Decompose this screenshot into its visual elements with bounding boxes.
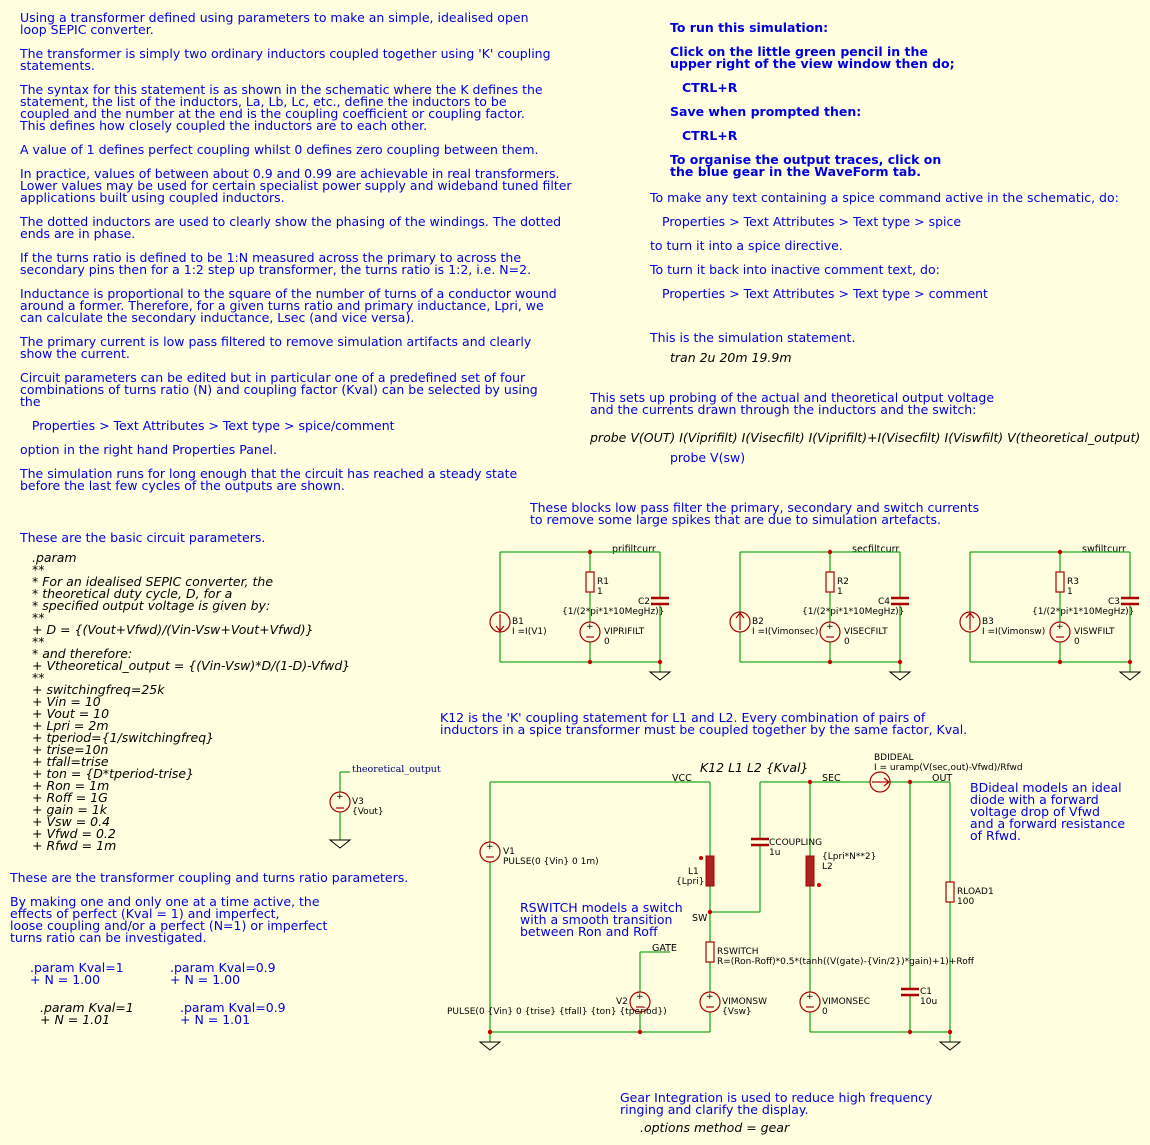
bdideal-value: I = uramp(V(sec,out)-Vfwd)/Rfwd: [874, 763, 1023, 773]
l1-name: L1: [688, 867, 699, 877]
param-line: **: [32, 670, 45, 685]
c1-value: 10u: [920, 997, 938, 1007]
gear-note-line: Gear Integration is used to reduce high frequency: [620, 1090, 933, 1105]
run-line: the blue gear in the WaveForm tab.: [670, 164, 921, 179]
param-line: * and therefore:: [32, 646, 133, 661]
current-source-icon: [960, 612, 980, 632]
l1-inductor[interactable]: [676, 856, 714, 887]
v3-value: {Vout}: [352, 807, 384, 817]
kval-set-3[interactable]: [40, 1000, 134, 1027]
k12-directive[interactable]: K12 L1 L2 {Kval}: [700, 760, 809, 775]
spice-note-line: to turn it into a spice directive.: [650, 238, 843, 253]
note-line: the: [20, 394, 41, 409]
bdideal-name: BDIDEAL: [874, 753, 914, 763]
coupling-note-line: By making one and only one at a time active, the: [10, 894, 320, 909]
r-name: R2: [837, 577, 849, 587]
kval-set-2[interactable]: [170, 960, 276, 987]
kval-n: + N = 1.00: [170, 972, 241, 987]
param-line: + ton = {D*tperiod-trise}: [32, 766, 195, 781]
param-line: + tfall=trise: [32, 754, 109, 769]
svg-text:+: +: [1056, 622, 1064, 632]
resistor-icon: [1056, 572, 1064, 592]
resistor-icon: [946, 882, 954, 902]
kval-n: + N = 1.00: [30, 972, 101, 987]
probe-note-line: and the currents drawn through the inductors and the switch:: [590, 402, 977, 417]
net-label-sw: SW: [692, 913, 708, 924]
bdideal-note-line: diode with a forward: [970, 792, 1099, 807]
v1-value: PULSE(0 {Vin} 0 1m): [503, 857, 599, 867]
net-label-theoretical-output: theoretical_output: [352, 764, 441, 775]
options-directive[interactable]: .options method = gear: [640, 1120, 790, 1135]
l2-name: L2: [822, 862, 833, 872]
r-value: 1: [597, 587, 603, 597]
l1-value: {Lpri}: [676, 877, 705, 887]
bdideal-note-line: voltage drop of Vfwd: [970, 804, 1100, 819]
b-expr: I =I(V1): [512, 627, 547, 637]
r-value: 1: [1067, 587, 1073, 597]
net-label-out: OUT: [932, 773, 953, 784]
param-line: + trise=10n: [32, 742, 109, 757]
inductor-icon: [706, 856, 714, 886]
ccoupling-name: CCOUPLING: [769, 838, 823, 848]
svg-text:+: +: [586, 622, 594, 632]
param-line: + Vin = 10: [32, 694, 101, 709]
note-line: The syntax for this statement is as shown in the schematic where the K defines the: [20, 82, 543, 97]
run-line: CTRL+R: [682, 80, 738, 95]
note-line: around a former. Therefore, for a given turns ratio and primary inductance, Lpri, we: [20, 298, 544, 313]
bdideal-note-line: BDideal models an ideal: [970, 780, 1122, 795]
note-line: can calculate the secondary inductance, Lsec (and vice versa).: [20, 310, 415, 325]
run-line: To organise the output traces, click on: [670, 152, 942, 167]
param-line: **: [32, 634, 45, 649]
param-line: + Roff = 1G: [32, 790, 108, 805]
ground-icon: [890, 672, 910, 680]
svg-text:+: +: [486, 842, 494, 852]
note-line: The dotted inductors are used to clearly show the phasing of the windings. The dotted: [20, 214, 562, 229]
param-line: + D = {(Vout+Vfwd)/(Vin-Vsw+Vout+Vfwd)}: [32, 622, 314, 637]
coupling-notes: [9, 870, 408, 945]
coupling-note-line: loose coupling and/or a perfect (N=1) or imperfect: [10, 918, 328, 933]
note-line: A value of 1 defines perfect coupling whilst 0 defines zero coupling between them.: [20, 142, 539, 157]
bdideal-notes: [970, 780, 1125, 843]
c-name: C2: [638, 597, 651, 607]
v2-source[interactable]: [447, 992, 667, 1017]
filter-block-switch[interactable]: [960, 544, 1140, 680]
param-line: + Vtheoretical_output = {(Vin-Vsw)*D/(1-D)-Vfwd}: [32, 658, 351, 673]
svg-text:+: +: [826, 622, 834, 632]
vimonsec-value: 0: [822, 1007, 828, 1017]
run-line: upper right of the view window then do;: [670, 56, 955, 71]
spice-note-line: This is the simulation statement.: [650, 330, 856, 345]
rswitch-note-line: between Ron and Roff: [520, 924, 658, 939]
note-line: combinations of turns ratio (N) and coupling factor (Kval) can be selected by using: [20, 382, 538, 397]
b-expr: I =I(Vimonsec): [752, 627, 819, 637]
note-line: option in the right hand Properties Panel.: [20, 442, 277, 457]
svg-text:+: +: [706, 992, 714, 1002]
current-source-icon: [490, 612, 510, 632]
param-line: + Vfwd = 0.2: [32, 826, 116, 841]
param-line: + gain = 1k: [32, 802, 108, 817]
note-line: The transformer is simply two ordinary inductors coupled together using 'K' coupling: [20, 46, 551, 61]
inductor-icon: [806, 856, 814, 886]
l2-inductor[interactable]: [806, 852, 876, 887]
net-label-gate: GATE: [652, 943, 677, 954]
c-value: {1/(2*pi*1*10MegHz)}: [562, 607, 665, 617]
param-line: + Vout = 10: [32, 706, 110, 721]
probe-sw-comment[interactable]: probe V(sw): [670, 450, 746, 465]
note-line: show the current.: [20, 346, 130, 361]
bdideal-note-line: of Rfwd.: [970, 828, 1022, 843]
ccoupling-value: 1u: [769, 848, 781, 858]
param-line: + Ron = 1m: [32, 778, 110, 793]
ground-icon: [1120, 672, 1140, 680]
b-expr: I =I(Vimonsw): [982, 627, 1046, 637]
run-line: Click on the little green pencil in the: [670, 44, 928, 59]
ground-icon: [480, 1042, 500, 1050]
run-line: CTRL+R: [682, 128, 738, 143]
k12-note-line: K12 is the 'K' coupling statement for L1 and L2. Every combination of pairs of: [440, 710, 926, 725]
c1-name: C1: [920, 987, 933, 997]
net-label: secfiltcurr: [852, 544, 900, 555]
v1-source[interactable]: [480, 842, 599, 867]
filter-block-secondary[interactable]: [730, 544, 910, 680]
c-value: {1/(2*pi*1*10MegHz)}: [1032, 607, 1135, 617]
note-line: loop SEPIC converter.: [20, 22, 154, 37]
plus-sign-icon: +: [336, 792, 344, 802]
rswitch-notes: [520, 900, 683, 939]
param-line: * specified output voltage is given by:: [32, 598, 271, 613]
param-line: + switchingfreq=25k: [32, 682, 165, 697]
filter-note-line: to remove some large spikes that are due to simulation artefacts.: [530, 512, 941, 527]
ground-icon: [650, 672, 670, 680]
run-instructions: [670, 20, 955, 179]
ground-icon: [330, 840, 350, 848]
spice-notes: [649, 190, 1119, 345]
run-line: Save when prompted then:: [670, 104, 862, 119]
filter-notes: [529, 500, 979, 527]
resistor-icon: [826, 572, 834, 592]
net-label-vcc: VCC: [672, 773, 692, 784]
vimonsw-value: {Vsw}: [722, 1007, 752, 1017]
left-notes: [19, 10, 572, 493]
param-line: + tperiod={1/switchingfreq}: [32, 730, 215, 745]
c-name: C3: [1108, 597, 1121, 607]
probe-directive[interactable]: probe V(OUT) I(Viprifilt) I(Visecfilt) I(Viprifilt)+I(Visecfilt) I(Viswfilt) V(theoretical_output): [590, 430, 1141, 445]
b-name: B2: [752, 617, 764, 627]
probe-notes: [589, 390, 994, 417]
capacitor-icon: [891, 598, 909, 604]
note-line: ends are in phase.: [20, 226, 136, 241]
param-line: + Lpri = 2m: [32, 718, 109, 733]
note-line: In practice, values of between about 0.9 and 0.99 are achievable in real transformers.: [20, 166, 560, 181]
kval-n: + N = 1.01: [40, 1012, 111, 1027]
coupling-note-line: These are the transformer coupling and turns ratio parameters.: [10, 870, 409, 885]
v2-value: PULSE(0 {Vin} 0 {trise} {tfall} {ton} {tperiod}): [447, 1007, 667, 1017]
v-name: VISECFILT: [844, 627, 888, 637]
vimonsec-name: VIMONSEC: [822, 997, 871, 1007]
rswitch-resistor[interactable]: [706, 942, 975, 967]
vimonsw-name: VIMONSW: [722, 997, 768, 1007]
net-label: swfiltcurr: [1082, 544, 1126, 555]
gear-note-line: ringing and clarify the display.: [620, 1102, 809, 1117]
note-line: Lower values may be used for certain specialist power supply and wideband tuned filter: [20, 178, 572, 193]
param-line: **: [32, 562, 45, 577]
svg-text:+: +: [806, 992, 814, 1002]
v-value: 0: [604, 637, 610, 647]
capacitor-icon: [1121, 598, 1139, 604]
rload-value: 100: [957, 897, 975, 907]
note-line: The primary current is low pass filtered to remove simulation artifacts and clearly: [20, 334, 532, 349]
c-value: {1/(2*pi*1*10MegHz)}: [802, 607, 905, 617]
note-line: secondary pins then for a 1:2 step up transformer, the turns ratio is 1:2, i.e. N=2.: [20, 262, 532, 277]
b-name: B3: [982, 617, 994, 627]
v1-name: V1: [503, 847, 515, 857]
ground-icon: [940, 1042, 960, 1050]
spice-note-line: Properties > Text Attributes > Text type > comment: [662, 286, 988, 301]
note-line: This defines how closely coupled the inductors are to each other.: [20, 118, 428, 133]
note-line: statements.: [20, 58, 95, 73]
param-directive[interactable]: [32, 550, 350, 853]
resistor-icon: [706, 942, 714, 962]
voltage-source-icon: [820, 622, 840, 642]
param-line: * theoretical duty cycle, D, for a: [32, 586, 233, 601]
rload-name: RLOAD1: [957, 887, 994, 897]
v-value: 0: [1074, 637, 1080, 647]
kval-param: .param Kval=0.9: [180, 1000, 286, 1015]
spice-note-line: To turn it back into inactive comment text, do:: [650, 262, 940, 277]
capacitor-icon: [651, 598, 669, 604]
note-line: Circuit parameters can be edited but in particular one of a predefined set of four: [20, 370, 526, 385]
param-line: + Vsw = 0.4: [32, 814, 111, 829]
param-line: + Rfwd = 1m: [32, 838, 117, 853]
v3-name: V3: [352, 797, 364, 807]
note-line: If the turns ratio is defined to be 1:N measured across the primary to across the: [20, 250, 522, 265]
voltage-source-icon: [1050, 622, 1070, 642]
rswitch-value: R=(Ron-Roff)*0.5*(tanh((V(gate)-{Vin/2})*gain)+1)+Roff: [717, 957, 974, 967]
spice-note-line: To make any text containing a spice command active in the schematic, do:: [650, 190, 1119, 205]
kval-set-1[interactable]: [30, 960, 124, 987]
gear-notes: [620, 1090, 933, 1117]
current-source-icon: [730, 612, 750, 632]
rswitch-note-line: with a smooth transition: [520, 912, 673, 927]
c-name: C4: [878, 597, 891, 607]
v2-name: V2: [616, 997, 628, 1007]
r-name: R1: [597, 577, 609, 587]
kval-n: + N = 1.01: [180, 1012, 251, 1027]
filter-note-line: These blocks low pass filter the primary, secondary and switch currents: [530, 500, 980, 515]
rload-resistor[interactable]: [946, 882, 994, 907]
kval-param: .param Kval=0.9: [170, 960, 276, 975]
bdideal-note-line: and a forward resistance: [970, 816, 1126, 831]
filter-block-primary[interactable]: [490, 544, 670, 680]
kval-set-4[interactable]: [180, 1000, 286, 1027]
k12-note-line: inductors in a spice transformer must be coupled together by the same factor, Kval.: [440, 722, 968, 737]
voltage-source-icon: [580, 622, 600, 642]
tran-directive[interactable]: tran 2u 20m 19.9m: [670, 350, 792, 365]
note-line: statement, the list of the inductors, La, Lb, Lc, etc., define the inductors to be: [20, 94, 507, 109]
probe-note-line: This sets up probing of the actual and theoretical output voltage: [590, 390, 995, 405]
kval-param: .param Kval=1: [30, 960, 124, 975]
basic-params-title: These are the basic circuit parameters.: [20, 530, 266, 545]
v-value: 0: [844, 637, 850, 647]
r-name: R3: [1067, 577, 1079, 587]
coupling-note-line: effects of perfect (Kval = 1) and imperfect,: [10, 906, 280, 921]
v-name: VISWFILT: [1074, 627, 1115, 637]
note-line: The simulation runs for long enough that the circuit has reached a steady state: [20, 466, 518, 481]
v-name: VIPRIFILT: [604, 627, 645, 637]
l2-value: {Lpri*N**2}: [822, 852, 877, 862]
note-line: before the last few cycles of the outputs are shown.: [20, 478, 345, 493]
b-name: B1: [512, 617, 524, 627]
rswitch-name: RSWITCH: [717, 947, 759, 957]
note-line: Properties > Text Attributes > Text type > spice/comment: [20, 418, 395, 433]
param-line: * For an idealised SEPIC converter, the: [32, 574, 274, 589]
spice-note-line: Properties > Text Attributes > Text type > spice: [662, 214, 962, 229]
param-line: **: [32, 610, 45, 625]
theoretical-output-source[interactable]: [330, 764, 441, 848]
resistor-icon: [586, 572, 594, 592]
k12-notes: [440, 710, 967, 737]
note-line: applications built using coupled inductors.: [20, 190, 285, 205]
net-label: prifiltcurr: [612, 544, 656, 555]
note-line: Inductance is proportional to the square of the number of turns of a conductor wound: [20, 286, 557, 301]
rswitch-note-line: RSWITCH models a switch: [520, 900, 683, 915]
run-line: To run this simulation:: [670, 20, 829, 35]
svg-text:+: +: [636, 992, 644, 1002]
ccoupling-capacitor[interactable]: [751, 838, 822, 858]
r-value: 1: [837, 587, 843, 597]
note-line: Using a transformer defined using parameters to make an simple, idealised open: [20, 10, 529, 25]
c1-capacitor[interactable]: [901, 987, 937, 1007]
net-label-sec: SEC: [822, 773, 841, 784]
coupling-note-line: turns ratio can be investigated.: [10, 930, 207, 945]
param-line: .param: [32, 550, 77, 565]
note-line: coupled and the number at the end is the coupling coefficient or coupling factor.: [20, 106, 525, 121]
kval-param: .param Kval=1: [40, 1000, 134, 1015]
